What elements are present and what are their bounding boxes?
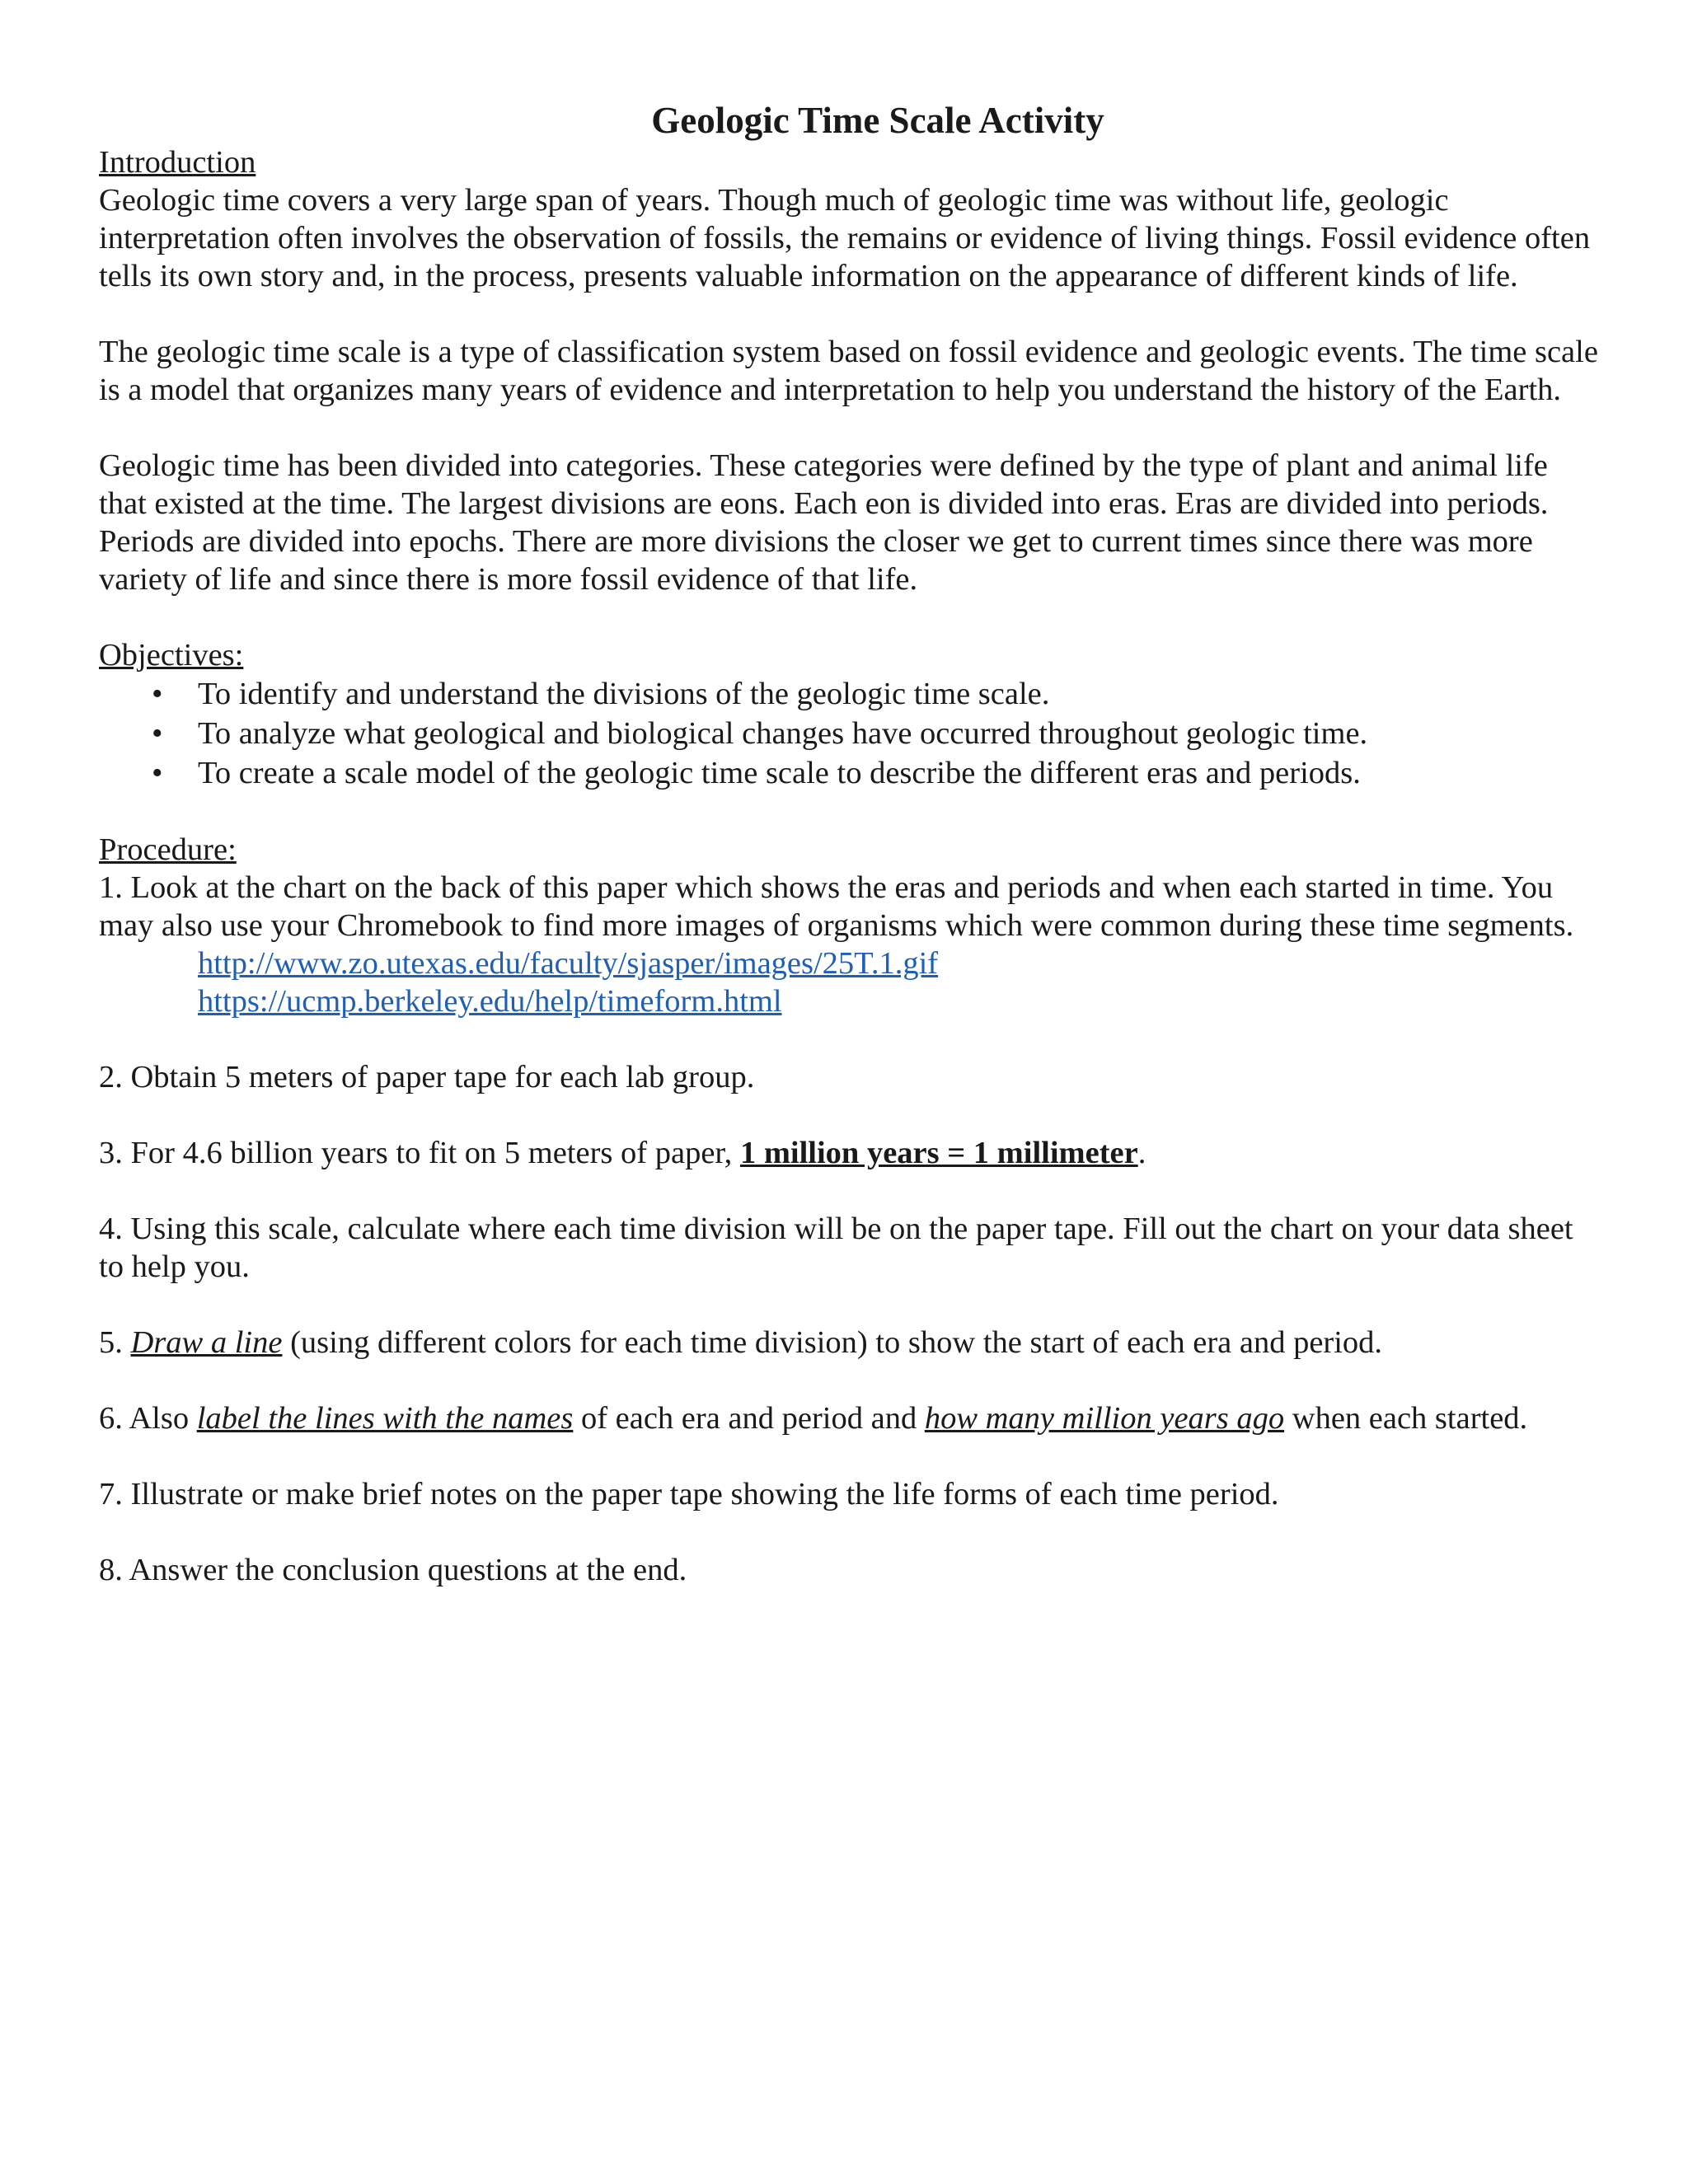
objectives-list <box>99 674 1599 793</box>
page-title: Geologic Time Scale Activity <box>651 100 1104 141</box>
procedure-step-1: 1. Look at the chart on the back of this paper which shows the eras and periods and when each started in time. You may also use your Chromebook to find more images of organisms which were common during these time segments. <box>99 870 1574 943</box>
procedure-step-6 <box>99 1399 1599 1437</box>
objective-text: To identify and understand the divisions of the geologic time scale. <box>198 677 1050 711</box>
million-years-emphasis: how many million years ago <box>924 1401 1285 1436</box>
link-row <box>99 944 1599 982</box>
procedure-section <box>99 831 1599 1589</box>
procedure-step-4: 4. Using this scale, calculate where each time division will be on the paper tape. Fill out the chart on your data sheet to help you. <box>99 1212 1573 1284</box>
procedure-step-2: 2. Obtain 5 meters of paper tape for each lab group. <box>99 1060 755 1094</box>
procedure-step-5 <box>99 1324 1599 1361</box>
objectives-section <box>99 636 1599 793</box>
list-item <box>99 674 1599 714</box>
objective-text: To analyze what geological and biological changes have occurred throughout geologic time. <box>198 716 1368 751</box>
link-row <box>99 982 1599 1020</box>
spacer <box>99 1096 1599 1134</box>
step-3-prefix: 3. For 4.6 billion years to fit on 5 meters of paper, <box>99 1136 740 1170</box>
step-3-suffix: . <box>1137 1136 1146 1170</box>
intro-paragraph-3: Geologic time has been divided into categories. These categories were defined by the type of plant and animal life that existed at the time. The largest divisions are eons. Each eon is divided into eras. Eras are divided into periods. Periods are divided into epochs. There are more divisions the closer we get to current times since there was more variety of life and since there is more fossil evidence of that life. <box>99 448 1549 597</box>
spacer <box>99 1361 1599 1399</box>
objectives-heading: Objectives: <box>99 638 244 673</box>
procedure-heading: Procedure: <box>99 832 237 867</box>
document-page <box>99 99 1599 1589</box>
spacer <box>99 1286 1599 1324</box>
objective-text: To create a scale model of the geologic time scale to describe the different eras and periods. <box>198 756 1361 790</box>
introduction-heading: Introduction <box>99 145 256 180</box>
bullet-icon: • <box>152 756 163 790</box>
list-item <box>99 714 1599 753</box>
spacer <box>99 1513 1599 1551</box>
label-lines-emphasis: label the lines with the names <box>196 1401 574 1436</box>
spacer <box>99 409 1599 447</box>
berkeley-link[interactable]: https://ucmp.berkeley.edu/help/timeform.html <box>198 984 782 1019</box>
list-item <box>99 753 1599 793</box>
intro-paragraph-2: The geologic time scale is a type of classification system based on fossil evidence and geologic events. The time scale is a model that organizes many years of evidence and interpretation to help you understand the history of the Earth. <box>99 335 1598 407</box>
spacer <box>99 793 1599 831</box>
step-6-middle: of each era and period and <box>573 1401 925 1436</box>
bullet-icon: • <box>152 677 163 711</box>
step-6-suffix: when each started. <box>1284 1401 1528 1436</box>
spacer <box>99 295 1599 333</box>
draw-line-emphasis: Draw a line <box>130 1325 283 1360</box>
utexas-link[interactable]: http://www.zo.utexas.edu/faculty/sjasper/images/25T.1.gif <box>198 946 939 981</box>
procedure-step-3 <box>99 1134 1599 1172</box>
procedure-step-8: 8. Answer the conclusion questions at the end. <box>99 1553 687 1587</box>
intro-paragraph-1: Geologic time covers a very large span of years. Though much of geologic time was without life, geologic interpretation often involves the observation of fossils, the remains or evidence of living things. Fossil evidence often tells its own story and, in the process, presents valuable information on the appearance of different kinds of life. <box>99 183 1591 293</box>
step-6-prefix: 6. Also <box>99 1401 197 1436</box>
step-5-suffix: (using different colors for each time division) to show the start of each era and period. <box>282 1325 1383 1360</box>
spacer <box>99 1020 1599 1058</box>
introduction-section <box>99 143 1599 598</box>
spacer <box>99 598 1599 636</box>
bullet-icon: • <box>152 716 163 751</box>
scale-emphasis: 1 million years = 1 millimeter <box>739 1136 1138 1170</box>
spacer <box>99 1172 1599 1210</box>
procedure-step-7: 7. Illustrate or make brief notes on the paper tape showing the life forms of each time period. <box>99 1477 1279 1511</box>
step-5-prefix: 5. <box>99 1325 131 1360</box>
spacer <box>99 1437 1599 1475</box>
